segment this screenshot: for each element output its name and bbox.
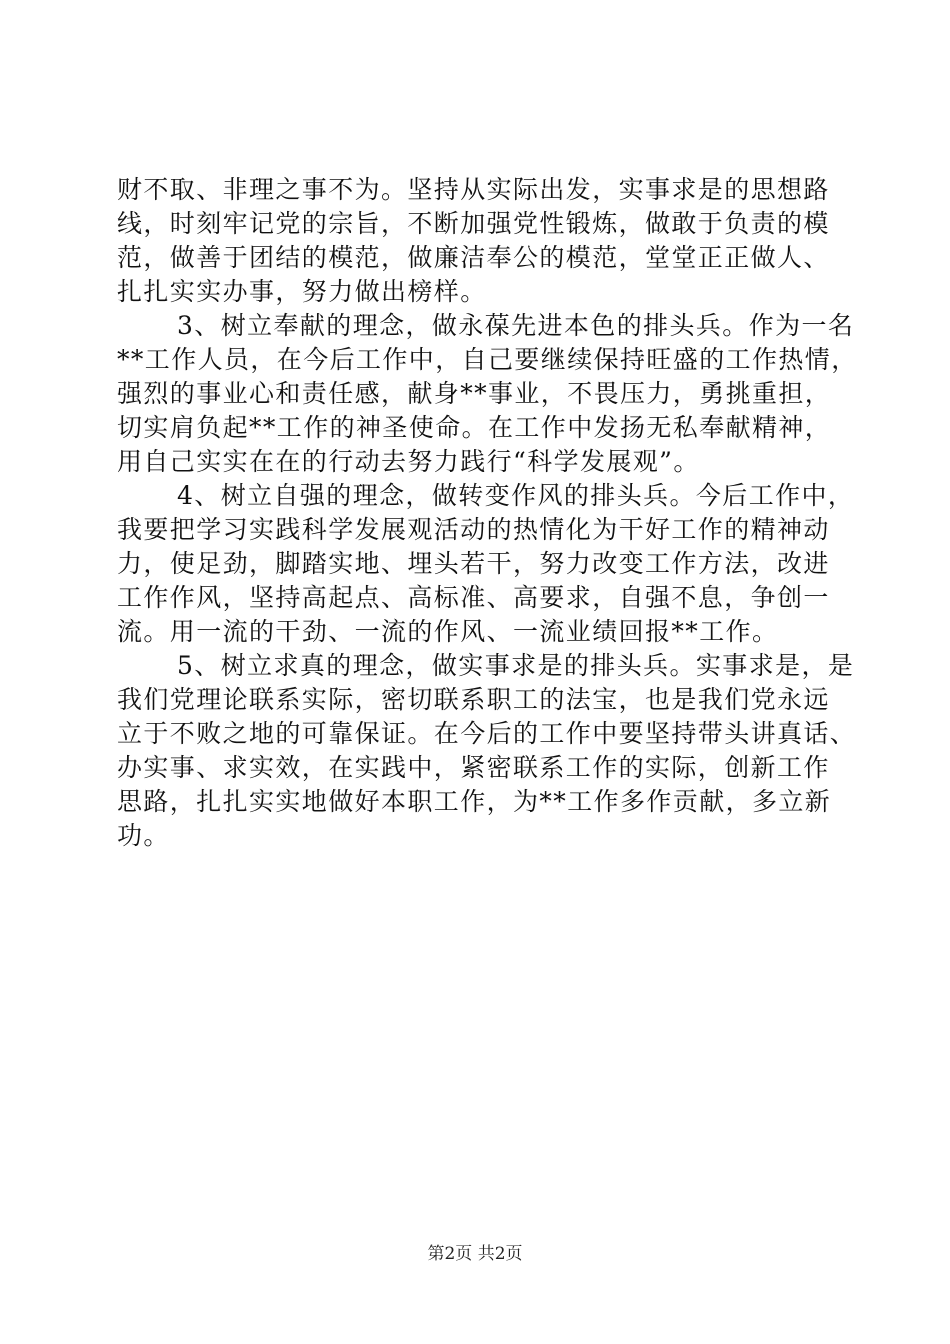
document-body: [117, 173, 858, 853]
text-line: 功。: [117, 821, 170, 850]
text-line: **工作人员，在今后工作中，自己要继续保持旺盛的工作热情，: [117, 345, 858, 374]
text-line: 财不取、非理之事不为。坚持从实际出发，实事求是的思想路: [117, 175, 830, 204]
page-footer: 第2页 共2页: [427, 1244, 523, 1264]
text-line: 用自己实实在在的行动去努力践行“科学发展观”。: [117, 447, 700, 476]
text-line: 扎扎实实办事，努力做出榜样。: [117, 277, 487, 306]
text-line: 流。用一流的干劲、一流的作风、一流业绩回报**工作。: [117, 617, 779, 646]
text-line: 3、树立奉献的理念，做永葆先进本色的排头兵。作为一名: [177, 311, 855, 340]
text-line: 思路，扎扎实实地做好本职工作，为**工作多作贡献，多立新: [117, 787, 832, 816]
text-line: 办实事、求实效，在实践中，紧密联系工作的实际，创新工作: [117, 753, 830, 782]
text-line: 切实肩负起**工作的神圣使命。在工作中发扬无私奉献精神，: [117, 413, 832, 442]
text-line: 范，做善于团结的模范，做廉洁奉公的模范，堂堂正正做人、: [117, 243, 830, 272]
text-line: 工作作风，坚持高起点、高标准、高要求，自强不息，争创一: [117, 583, 830, 612]
text-line: 5、树立求真的理念，做实事求是的排头兵。实事求是，是: [177, 651, 855, 680]
text-line: 4、树立自强的理念，做转变作风的排头兵。今后工作中，: [177, 481, 855, 510]
text-line: 线，时刻牢记党的宗旨，不断加强党性锻炼，做敢于负责的模: [117, 209, 830, 238]
text-line: 立于不败之地的可靠保证。在今后的工作中要坚持带头讲真话、: [117, 719, 857, 748]
text-line: 强烈的事业心和责任感，献身**事业，不畏压力，勇挑重担，: [117, 379, 832, 408]
text-line: 力，使足劲，脚踏实地、埋头若干，努力改变工作方法，改进: [117, 549, 830, 578]
text-line: 我们党理论联系实际，密切联系职工的法宝，也是我们党永远: [117, 685, 830, 714]
text-line: 我要把学习实践科学发展观活动的热情化为干好工作的精神动: [117, 515, 830, 544]
